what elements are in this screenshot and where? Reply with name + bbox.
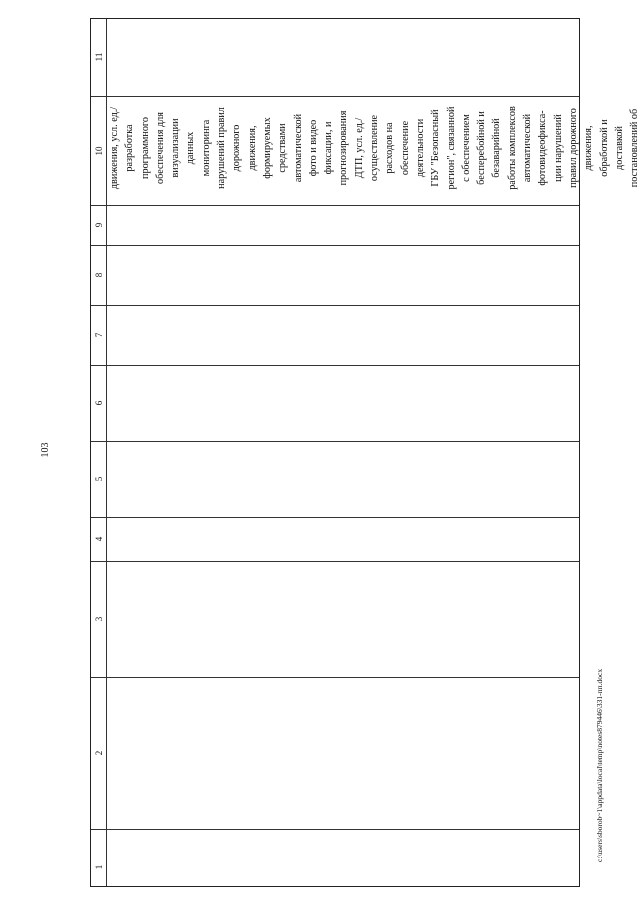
cell-text-line: прогнозирования bbox=[338, 110, 350, 186]
cell-text-line: бесперебойной и bbox=[476, 111, 488, 185]
cell-text-line: мониторинга bbox=[200, 119, 212, 177]
column-divider bbox=[91, 205, 579, 206]
column-header-4: 4 bbox=[94, 536, 104, 542]
cell-text-line: движения, bbox=[246, 125, 258, 171]
cell-text-line: деятельности bbox=[414, 118, 426, 178]
cell-text-line: программного bbox=[139, 117, 151, 179]
cell-text-line: автоматической bbox=[522, 113, 534, 183]
column-header-6: 6 bbox=[94, 400, 104, 406]
column-divider bbox=[91, 245, 579, 246]
cell-text-line: фотовидеофикса- bbox=[537, 110, 549, 186]
cell-text-line: безаварийной bbox=[491, 118, 503, 178]
cell-text-line: ции нарушений bbox=[552, 114, 564, 182]
cell-text-line: фиксации, и bbox=[323, 121, 335, 175]
column-header-2: 2 bbox=[94, 750, 104, 756]
document-path: c:\users\sborob~1\appdata\local\temp\notes879446\331-пп.docx bbox=[595, 668, 604, 862]
cell-text-line: обработкой и bbox=[598, 119, 610, 177]
cell-text-line: разработка bbox=[124, 124, 136, 172]
cell-text-line: движения, bbox=[583, 125, 595, 171]
column-header-9: 9 bbox=[94, 222, 104, 228]
cell-text-line: правил дорожного bbox=[567, 108, 579, 188]
cell-text-line: ДТП, усл. ед./ bbox=[353, 117, 365, 179]
cell-text-line: обеспечения для bbox=[154, 112, 166, 184]
column-divider bbox=[91, 365, 579, 366]
cell-text-line: данных bbox=[185, 131, 197, 165]
cell-text-line: формируемых bbox=[261, 117, 273, 179]
cell-text-line: нарушений правил bbox=[216, 107, 228, 189]
cell-text-line: визуализации bbox=[170, 118, 182, 178]
column-divider bbox=[91, 441, 579, 442]
cell-text-line: ГБУ "Безопасный bbox=[430, 109, 442, 187]
cell-text-line: работы комплексов bbox=[506, 106, 518, 190]
cell-text-line: автоматической bbox=[292, 113, 304, 183]
column-header-7: 7 bbox=[94, 332, 104, 338]
cell-text-line: с обеспечением bbox=[460, 114, 472, 182]
column-header-5: 5 bbox=[94, 476, 104, 482]
cell-text-line: обеспечение bbox=[399, 120, 411, 176]
column-header-3: 3 bbox=[94, 616, 104, 622]
cell-text-line: дорожного bbox=[231, 124, 243, 172]
column-header-1: 1 bbox=[94, 864, 104, 870]
column-divider bbox=[91, 561, 579, 562]
column-divider bbox=[91, 677, 579, 678]
column-header-11: 11 bbox=[94, 52, 104, 62]
column-divider bbox=[91, 829, 579, 830]
cell-text-line: регион", связанной bbox=[445, 106, 457, 190]
cell-text-line: движения, усл. ед./ bbox=[109, 106, 120, 190]
column-divider bbox=[91, 305, 579, 306]
cell-text-block bbox=[107, 96, 640, 200]
column-header-10: 10 bbox=[94, 146, 104, 156]
cell-text-line: постановлений об bbox=[629, 108, 640, 188]
column-header-8: 8 bbox=[94, 272, 104, 278]
column-divider bbox=[91, 517, 579, 518]
column-10-cell bbox=[107, 96, 640, 200]
cell-text-line: расходов на bbox=[384, 122, 396, 174]
page-number: 103 bbox=[40, 442, 51, 458]
cell-text-line: фото и видео bbox=[307, 119, 319, 177]
cell-text-line: осуществление bbox=[369, 114, 381, 182]
cell-text-line: доставкой bbox=[613, 126, 625, 170]
cell-text-line: средствами bbox=[277, 123, 289, 173]
